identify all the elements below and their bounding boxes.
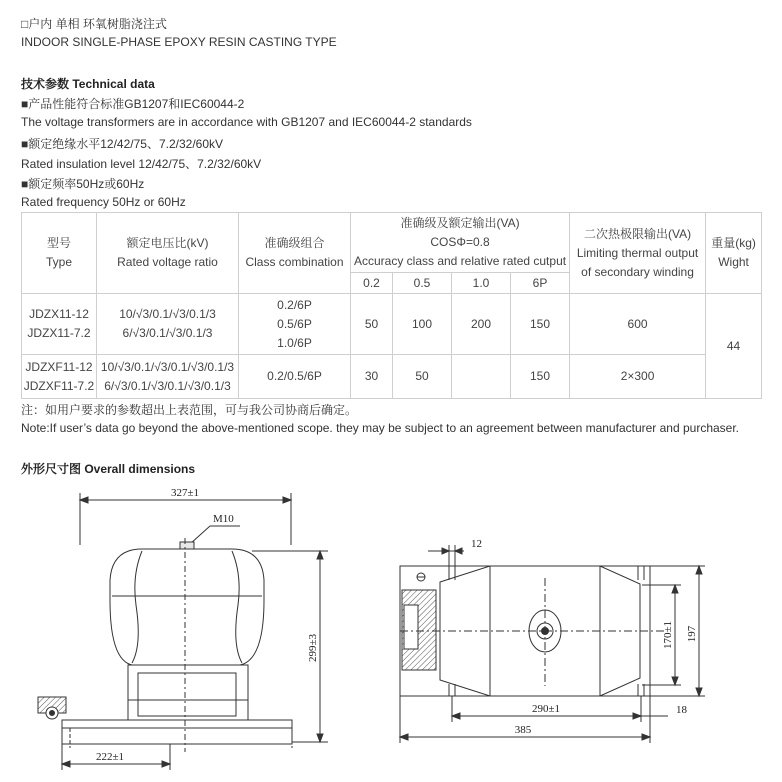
header-ratio [97,213,239,294]
header-weight-en: Wight [718,255,749,269]
title-en: INDOOR SINGLE-PHASE EPOXY RESIN CASTING TYPE [21,35,337,49]
dimension-drawing [0,478,782,782]
type-value: JDZX11-12 [29,307,89,321]
header-type-en: Type [45,255,72,269]
edge-label: 18 [676,704,687,716]
type-cell [22,294,97,355]
ratio-value: 10/√3/0.1/√3/0.1/√3/0.1/3 [100,359,235,374]
header-class-en: Class combination [245,255,344,269]
ratio-cell [97,294,239,355]
ratio-value: 10/√3/0.1/√3/0.1/3 [119,307,216,321]
table-header-row [22,213,762,273]
standard-cn: ■产品性能符合标准GB1207和IEC60044-2 [21,97,245,111]
table-row [22,294,762,355]
header-thermal-en2: of secondary winding [581,264,694,279]
specification-table [21,212,762,399]
note-cn: 注：如用户要求的参数超出上表范围，可与我公司协商后确定。 [21,403,358,417]
front-view [38,487,328,770]
note-en: Note:If user’s data go beyond the above-mentioned scope. they may be subject to an agreement between manufacturer and purchaser. [21,421,740,435]
header-thermal [570,213,706,294]
frequency-en: Rated frequency 50Hz or 60Hz [21,195,186,209]
ratio-value: 6/√3/0.1/√3/0.1/3 [122,326,213,340]
output-cell: 50 [393,355,452,399]
thermal-cell: 600 [570,294,706,355]
header-thermal-en1: Limiting thermal output [576,245,699,260]
type-value: JDZXF11-12 [25,359,93,374]
header-weight-cn: 重量(kg) [711,236,756,250]
class-cell: 0.2/0.5/6P [239,355,351,399]
offset-label: 12 [471,538,482,550]
type-value: JDZX11-7.2 [27,326,91,340]
insulation-cn: ■额定绝缘水平12/42/75、7.2/32/60kV [21,137,224,151]
terminal-label: M10 [213,513,234,525]
header-type [22,213,97,294]
header-accuracy-en: Accuracy class and relative rated cutput [353,254,567,268]
output-cell: 100 [393,294,452,355]
total-height-label: 197 [686,625,698,643]
class-label: 6P [511,273,570,294]
class-value: 1.0/6P [277,335,312,350]
output-cell [452,355,511,399]
class-cell [239,294,351,355]
header-ratio-en: Rated voltage ratio [117,255,218,269]
class-label: 0.2 [351,273,393,294]
length-label: 385 [514,724,532,736]
output-cell: 150 [511,355,570,399]
header-type-cn: 型号 [46,236,71,250]
ratio-cell [97,355,239,399]
height-label: 299±3 [307,633,319,663]
header-thermal-cn: 二次热极限输出(VA) [583,226,692,241]
header-accuracy-cn: 准确级及额定输出(VA) [400,216,520,230]
base-plate [62,720,292,744]
header-accuracy [351,213,570,273]
resin-body [110,549,264,665]
ground-bolt-center [50,711,55,716]
table-row [22,355,762,399]
inner-height-label: 170±1 [662,620,674,650]
output-cell: 50 [351,294,393,355]
terminal-strip [404,605,418,649]
top-view [400,538,705,743]
class-label: 1.0 [452,273,511,294]
weight-cell: 44 [706,294,762,399]
thermal-cell: 2×300 [570,355,706,399]
header-accuracy-cos: COSΦ=0.8 [430,235,490,249]
title-cn: □户内 单相 环氧树脂浇注式 [21,17,167,31]
output-cell: 30 [351,355,393,399]
leader-line [190,526,210,544]
standard-en: The voltage transformers are in accordance with GB1207 and IEC60044-2 standards [21,115,472,129]
ratio-value: 6/√3/0.1/√3/0.1/√3/0.1/3 [104,378,231,393]
frequency-cn: ■额定频率50Hz或60Hz [21,177,145,191]
type-cell [22,355,97,399]
technical-heading: 技术参数 Technical data [21,77,155,91]
header-ratio-cn: 额定电压比(kV) [126,236,209,250]
output-cell: 200 [452,294,511,355]
span-label: 290±1 [531,703,561,715]
header-class-cn: 准确级组合 [264,236,325,250]
class-label: 0.5 [393,273,452,294]
type-value: JDZXF11-7.2 [23,378,95,393]
header-weight [706,213,762,294]
header-class [239,213,351,294]
output-cell: 150 [511,294,570,355]
width-label: 327±1 [170,487,200,499]
base-label: 222±1 [95,751,125,763]
insulation-en: Rated insulation level 12/42/75、7.2/32/60kV [21,157,262,171]
dimensions-heading: 外形尺寸图 Overall dimensions [21,462,196,476]
class-value: 0.2/6P [277,297,312,312]
class-value: 0.5/6P [277,316,312,331]
